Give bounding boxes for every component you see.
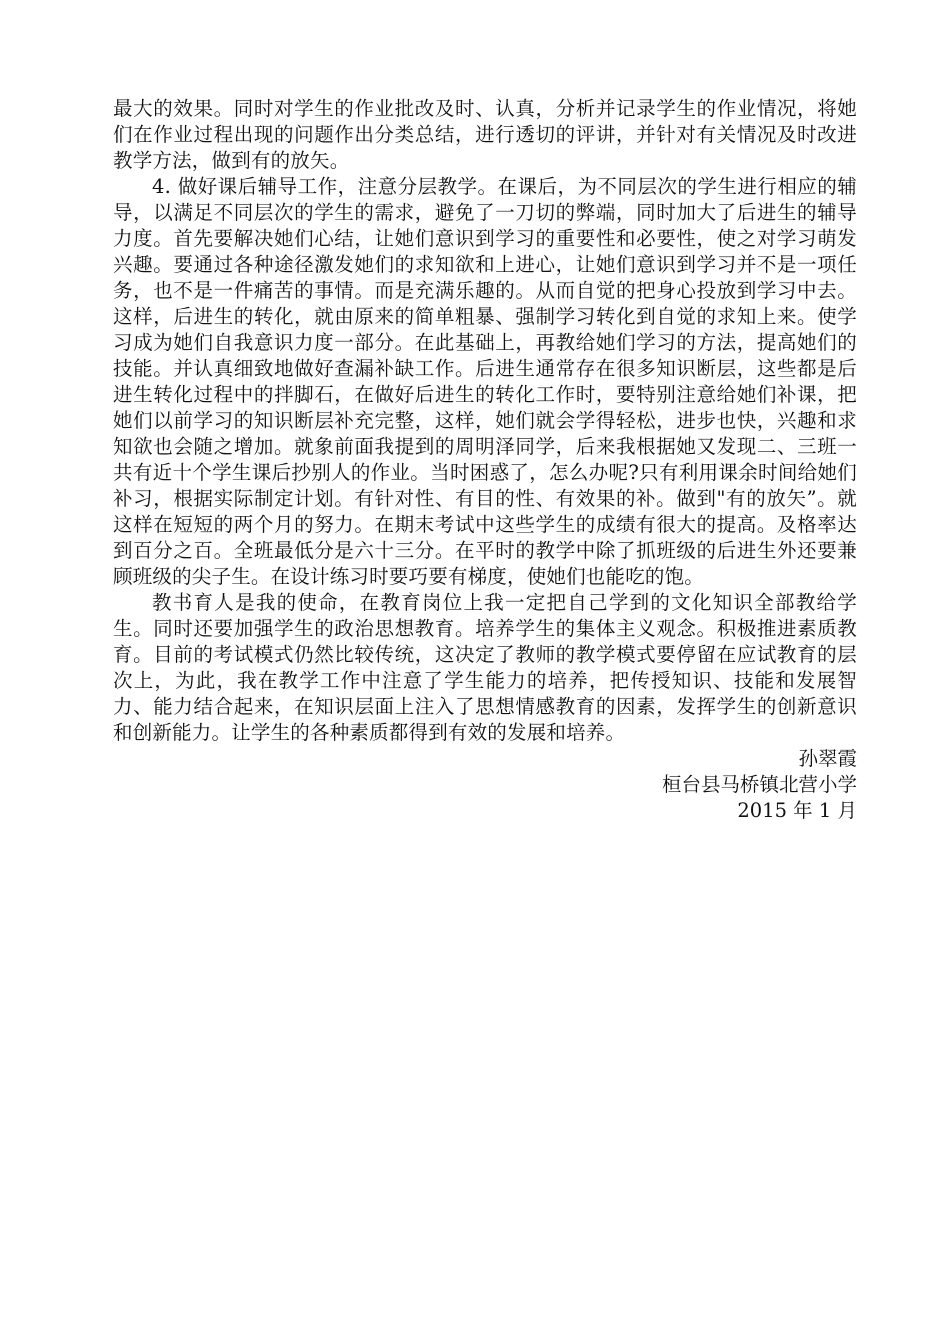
paragraph-1: 最大的效果。同时对学生的作业批改及时、认真，分析并记录学生的作业情况，将她们在作业过程出现的问题作出分类总结，进行透切的评讲，并针对有关情况及时改进教学方法，做到有的放矢。 xyxy=(113,97,857,172)
signature-school: 桓台县马桥镇北营小学 xyxy=(661,773,857,796)
document-page xyxy=(113,96,857,824)
signature-block xyxy=(113,746,857,824)
paragraph-2: 4. 做好课后辅导工作，注意分层教学。在课后，为不同层次的学生进行相应的辅导，以满足不同层次的学生的需求，避免了一刀切的弊端，同时加大了后进生的辅导力度。首先要解决她们心结，让她们意识到学习的重要性和必要性，使之对学习萌发兴趣。要通过各种途径激发她们的求知欲和上进心，让她们意识到学习并不是一项任务，也不是一件痛苦的事情。而是充满乐趣的。从而自觉的把身心投放到学习中去。这样，后进生的转化，就由原来的简单粗暴、强制学习转化到自觉的求知上来。使学习成为她们自我意识力度一部分。在此基础上，再教给她们学习的方法，提高她们的技能。并认真细致地做好查漏补缺工作。后进生通常存在很多知识断层，这些都是后进生转化过程中的拌脚石，在做好后进生的转化工作时，要特别注意给她们补课，把她们以前学习的知识断层补充完整，这样，她们就会学得轻松，进步也快，兴趣和求知欲也会随之增加。就象前面我提到的周明泽同学，后来我根据她又发现二、三班一共有近十个学生课后抄别人的作业。当时困惑了，怎么办呢?只有利用课余时间给她们补习，根据实际制定计划。有针对性、有目的性、有效果的补。做到"有的放矢”。就这样在短短的两个月的努力。在期末考试中这些学生的成绩有很大的提高。及格率达到百分之百。全班最低分是六十三分。在平时的教学中除了抓班级的后进生外还要兼顾班级的尖子生。在设计练习时要巧要有梯度，使她们也能吃的饱。 xyxy=(113,175,857,588)
paragraph-3: 教书育人是我的使命，在教育岗位上我一定把自己学到的文化知识全部教给学生。同时还要加强学生的政治思想教育。培养学生的集体主义观念。积极推进素质教育。目前的考试模式仍然比较传统，这决定了教师的教学模式要停留在应试教育的层次上，为此，我在教学工作中注意了学生能力的培养，把传授知识、技能和发展智力、能力结合起来，在知识层面上注入了思想情感教育的因素，发挥学生的创新意识和创新能力。让学生的各种素质都得到有效的发展和培养。 xyxy=(113,591,857,744)
signature-date: 2015 年 1 月 xyxy=(737,799,857,822)
signature-author: 孙翠霞 xyxy=(798,747,857,770)
